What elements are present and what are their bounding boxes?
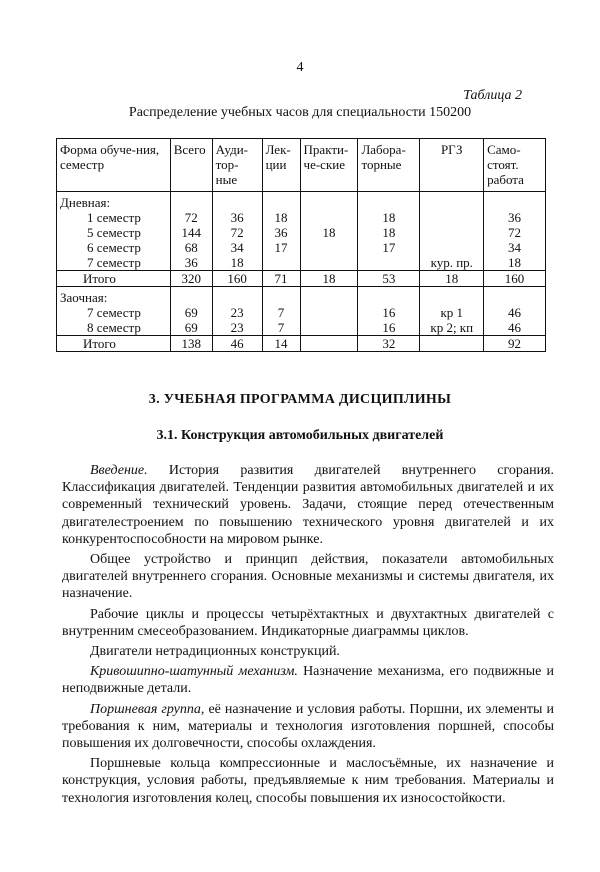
header-cell: Форма обуче-ния, семестр xyxy=(57,139,171,192)
table-cell: 23 xyxy=(212,320,262,336)
table-header-row xyxy=(57,139,546,192)
table-cell: 18 xyxy=(212,255,262,271)
table-cell xyxy=(300,255,358,271)
section-row xyxy=(57,287,546,306)
table-cell xyxy=(300,305,358,320)
table-cell: 138 xyxy=(170,336,212,352)
paragraph: Поршневые кольца компрессионные и маслосъёмные, их назначение и конструкция, условия работы, предъявляемые к ним требования. Материалы и технология изготовления колец, способы повышения их износостойкости. xyxy=(62,756,554,806)
section-row xyxy=(57,192,546,211)
table-cell: 23 xyxy=(212,305,262,320)
paragraph xyxy=(62,462,554,548)
table-cell: 1 семестр xyxy=(57,210,171,225)
page-number: 4 xyxy=(296,60,304,75)
table-cell: 34 xyxy=(484,240,546,255)
table-cell: 32 xyxy=(358,336,420,352)
table-cell: 16 xyxy=(358,305,420,320)
table-row xyxy=(57,225,546,240)
table-cell: 7 семестр xyxy=(57,255,171,271)
table-cell: кур. пр. xyxy=(420,255,484,271)
table-cell xyxy=(420,225,484,240)
hours-table xyxy=(56,138,546,352)
section-label: Дневная: xyxy=(57,192,171,211)
header-cell: Ауди-тор-ные xyxy=(212,139,262,192)
table-cell: 72 xyxy=(484,225,546,240)
paragraph: Общее устройство и принцип действия, показатели автомобильных двигателей внутреннего сгорания. Основные механизмы и системы двигателя, их назначение. xyxy=(62,552,554,602)
table-cell: 17 xyxy=(358,240,420,255)
table-label: Таблица 2 xyxy=(463,88,522,103)
table-cell: 46 xyxy=(212,336,262,352)
header-cell: Лабора-торные xyxy=(358,139,420,192)
subsection-heading: 3.1. Конструкция автомобильных двигателей xyxy=(156,428,444,443)
paragraph xyxy=(62,663,554,697)
total-row xyxy=(57,271,546,287)
table-cell: 18 xyxy=(262,210,300,225)
table-cell: 36 xyxy=(212,210,262,225)
table-cell: 34 xyxy=(212,240,262,255)
table-cell: 18 xyxy=(300,225,358,240)
table-cell xyxy=(300,240,358,255)
header-cell: Всего xyxy=(170,139,212,192)
table-cell xyxy=(420,210,484,225)
body-text xyxy=(62,462,554,810)
header-cell: Само-стоят. работа xyxy=(484,139,546,192)
section-heading: 3. УЧЕБНАЯ ПРОГРАММА ДИСЦИПЛИНЫ xyxy=(148,392,452,407)
paragraph-lead: Введение. xyxy=(90,463,148,478)
table-cell: кр 2; кп xyxy=(420,320,484,336)
table-cell: 7 семестр xyxy=(57,305,171,320)
table-cell: 53 xyxy=(358,271,420,287)
table-cell: 7 xyxy=(262,320,300,336)
table-cell xyxy=(300,210,358,225)
table-cell: 72 xyxy=(212,225,262,240)
table-cell: Итого xyxy=(57,336,171,352)
table-cell: 18 xyxy=(484,255,546,271)
table-cell: 160 xyxy=(212,271,262,287)
table-cell: 8 семестр xyxy=(57,320,171,336)
table-cell: Итого xyxy=(57,271,171,287)
table-cell: кр 1 xyxy=(420,305,484,320)
header-cell: Практи-че-ские xyxy=(300,139,358,192)
table-cell: 144 xyxy=(170,225,212,240)
table-row xyxy=(57,240,546,255)
table-cell: 36 xyxy=(262,225,300,240)
table-row xyxy=(57,320,546,336)
table-cell: 18 xyxy=(358,210,420,225)
table-cell: 17 xyxy=(262,240,300,255)
table-cell: 46 xyxy=(484,320,546,336)
table-cell: 69 xyxy=(170,305,212,320)
table-cell: 92 xyxy=(484,336,546,352)
table-cell xyxy=(262,255,300,271)
table-cell: 16 xyxy=(358,320,420,336)
table-caption: Распределение учебных часов для специальности 150200 xyxy=(128,105,472,120)
table-cell: 68 xyxy=(170,240,212,255)
table-cell: 18 xyxy=(300,271,358,287)
table-cell: 18 xyxy=(358,225,420,240)
table-row xyxy=(57,255,546,271)
section-label: Заочная: xyxy=(57,287,171,306)
table-cell: 18 xyxy=(420,271,484,287)
paragraph-lead: Кривошипно-шатунный механизм. xyxy=(90,664,298,680)
table-cell: 6 семестр xyxy=(57,240,171,255)
paragraph: Рабочие циклы и процессы четырёхтактных и двухтактных двигателей с внутренним смесеобразованием. Индикаторные диаграммы циклов. xyxy=(62,606,554,639)
table-row xyxy=(57,210,546,225)
paragraph-text: Назначение механизма, его подвижные и неподвижные детали. xyxy=(62,664,554,697)
header-cell: РГЗ xyxy=(420,139,484,192)
table-row xyxy=(57,305,546,320)
paragraph: Двигатели нетрадиционных конструкций. xyxy=(90,644,340,660)
paragraph-lead: Поршневая группа, xyxy=(90,701,205,717)
total-row xyxy=(57,336,546,352)
table-cell: 69 xyxy=(170,320,212,336)
table-cell: 14 xyxy=(262,336,300,352)
table-cell xyxy=(358,255,420,271)
table-cell xyxy=(420,336,484,352)
table-cell: 160 xyxy=(484,271,546,287)
table-cell: 36 xyxy=(484,210,546,225)
table-cell: 320 xyxy=(170,271,212,287)
paragraph-text: История развития двигателей внутреннего сгорания. Классификация двигателей. Тенденции развития автомобильных двигателей и их современный технический уровень. Задачи, стоящие перед отечественным двигателестроением по повышению технического уровня двигателей и их конкурентоспособности на мировом рынке. xyxy=(62,463,554,547)
table-cell: 46 xyxy=(484,305,546,320)
table-cell: 5 семестр xyxy=(57,225,171,240)
header-cell: Лек-ции xyxy=(262,139,300,192)
table-cell: 7 xyxy=(262,305,300,320)
table-cell: 72 xyxy=(170,210,212,225)
table-cell xyxy=(300,336,358,352)
table-cell xyxy=(420,240,484,255)
paragraph xyxy=(62,701,554,753)
table-cell: 71 xyxy=(262,271,300,287)
table-cell: 36 xyxy=(170,255,212,271)
paragraph-text: её назначение и условия работы. Поршни, их элементы и требования к ним, материалы и технология изготовления поршней, способы повышения их долговечности, способы охлаждения. xyxy=(62,701,554,752)
table-cell xyxy=(300,320,358,336)
